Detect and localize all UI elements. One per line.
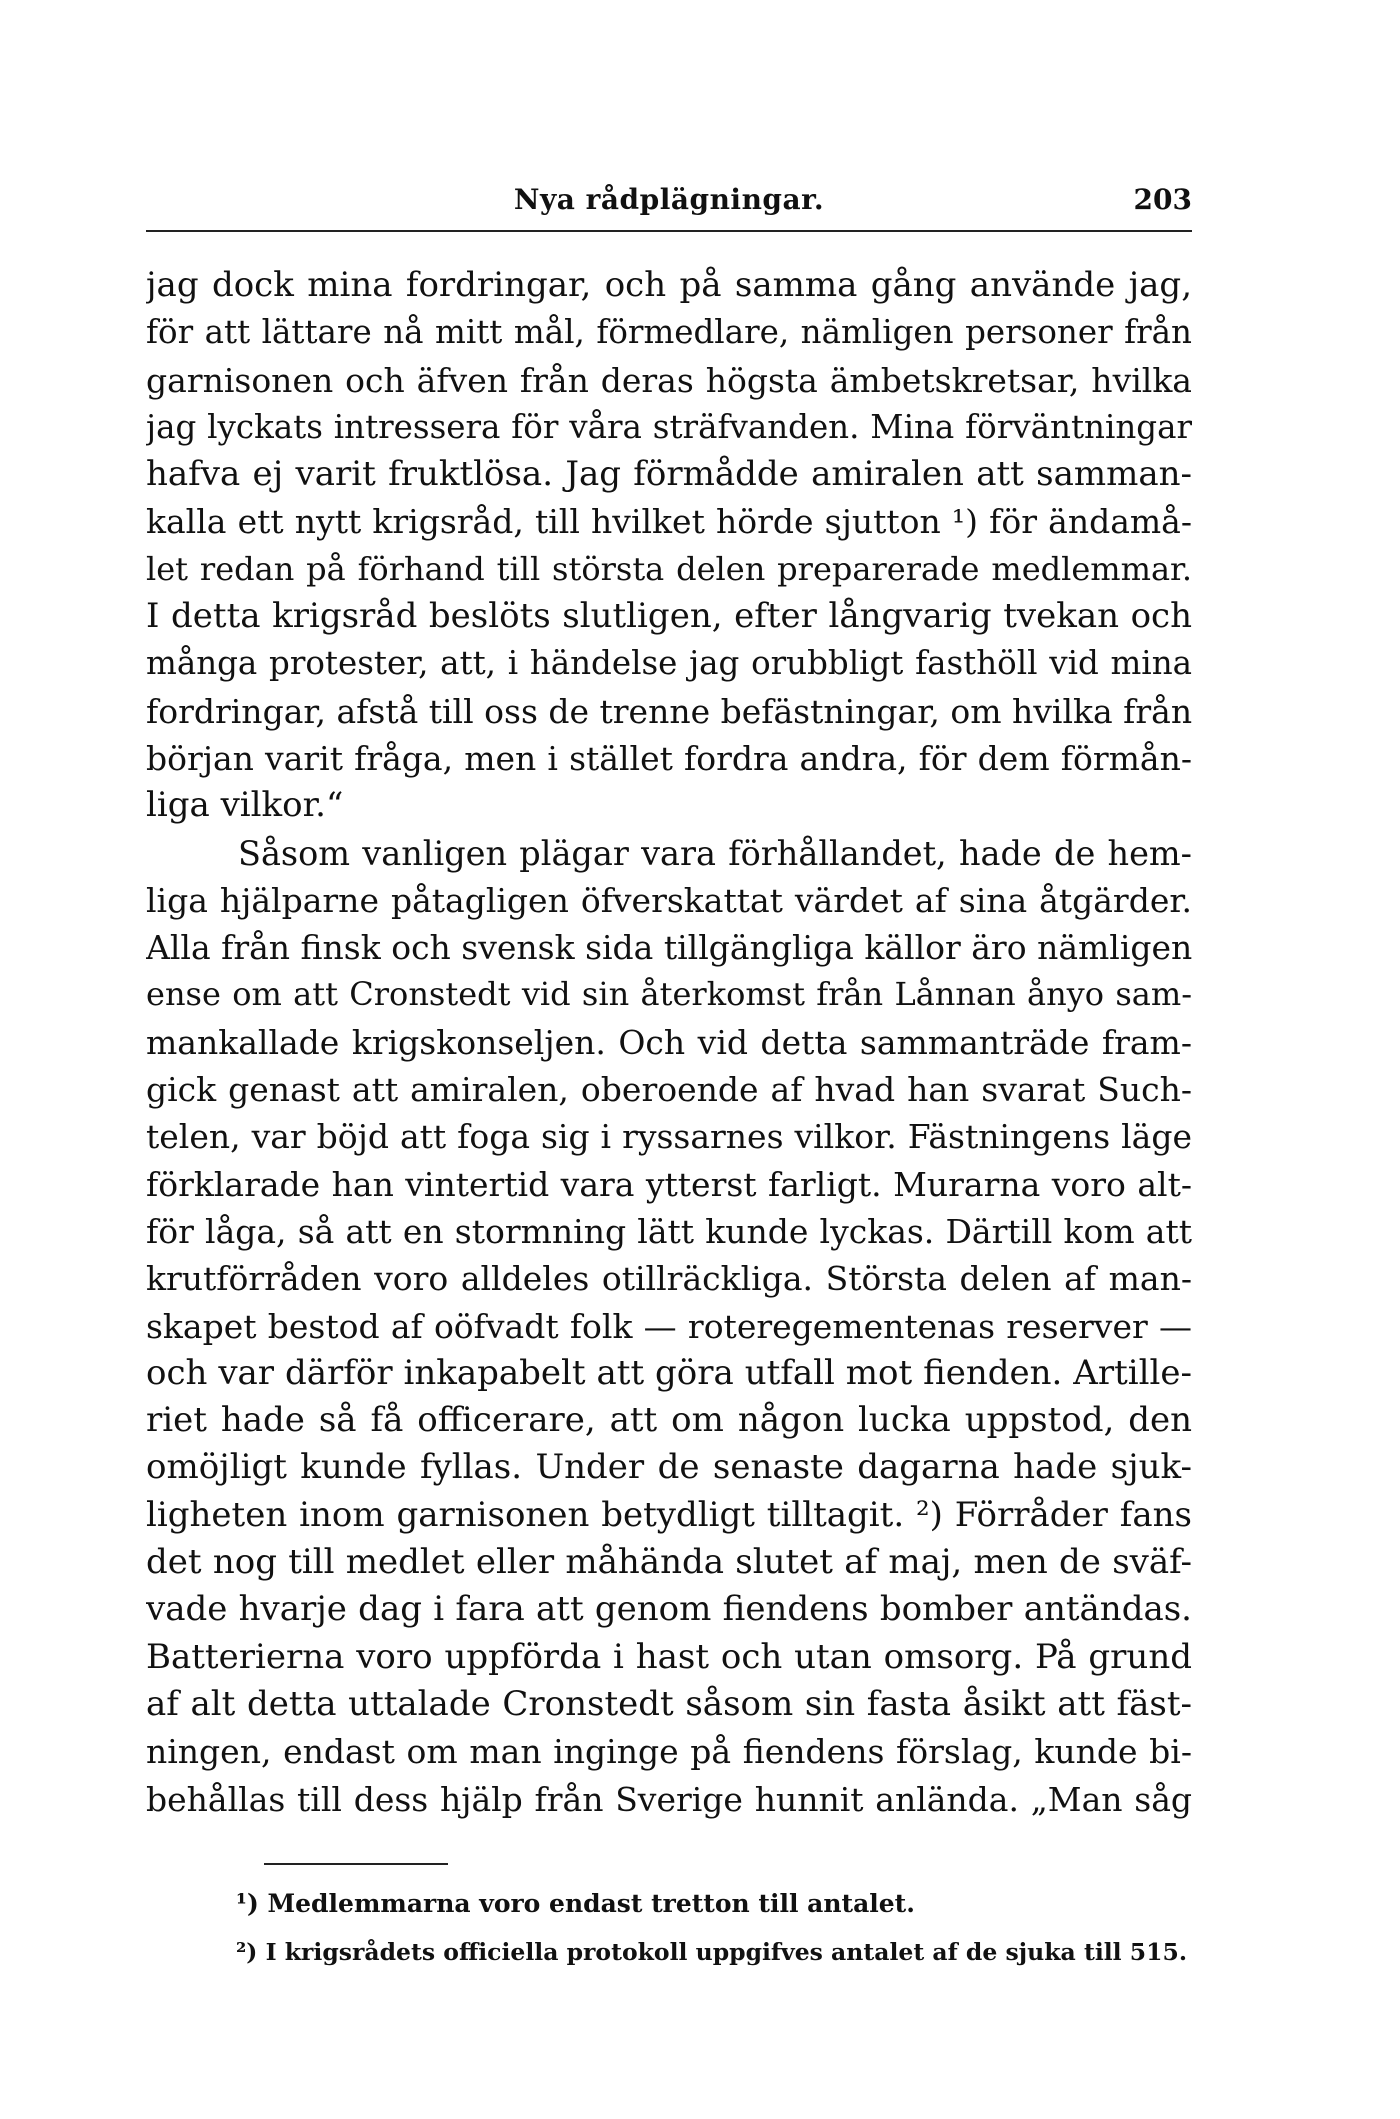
text-line: ense om att Cronstedt vid sin återkomst från Lånnan ånyo sam- (146, 975, 1192, 1014)
text-line: garnisonen och äfven från deras högsta ämbetskretsar, hvilka (146, 360, 1192, 400)
text-line: hafva ej varit fruktlösa. Jag förmådde amiralen att samman- (146, 454, 1192, 495)
text-line: Alla från finsk och svensk sida tillgängliga källor äro nämligen (146, 928, 1192, 968)
text-line: liga hjälparne påtagligen öfverskattat värdet af sina åtgärder. (146, 880, 1192, 920)
text-line: det nog till medlet eller måhända slutet af maj, men de sväf- (146, 1542, 1192, 1583)
text-line: och var därför inkapabelt att göra utfall mot fienden. Artille- (146, 1352, 1192, 1393)
footnotes (236, 1880, 1192, 1976)
running-header (146, 183, 1192, 223)
text-line: behållas till dess hjälp från Sverige hunnit anlända. „Man såg (146, 1779, 1192, 1819)
text-line: I detta krigsråd beslöts slutligen, efter långvarig tvekan och (146, 596, 1192, 637)
text-line: liga vilkor.“ (146, 785, 344, 826)
footnote-1: ¹) Medlemmarna voro endast tretton till antalet. (236, 1889, 915, 1918)
text-line: ligheten inom garnisonen betydligt tilltagit. ²) Förråder fans (146, 1494, 1192, 1535)
text-line: af alt detta uttalade Cronstedt såsom sin fasta åsikt att fäst- (146, 1683, 1192, 1724)
header-rule (146, 230, 1192, 232)
text-line: kalla ett nytt krigsråd, till hvilket hörde sjutton ¹) för ändamå- (146, 502, 1192, 542)
text-line: för att lättare nå mitt mål, förmedlare, nämligen personer från (146, 313, 1192, 352)
text-line: krutförråden voro alldeles otillräckliga. Största delen af man- (146, 1259, 1192, 1299)
text-line: vade hvarje dag i fara att genom fiendens bomber antändas. (146, 1589, 1192, 1630)
text-line: för låga, så att en stormning lätt kunde lyckas. Därtill kom att (146, 1211, 1192, 1251)
running-title: Nya rådplägningar. (513, 183, 825, 216)
text-line: fordringar, afstå till oss de trenne befästningar, om hvilka från (146, 691, 1192, 731)
text-line: telen, var böjd att foga sig i ryssarnes vilkor. Fästningens läge (146, 1117, 1192, 1157)
page-number: 203 (1133, 183, 1192, 216)
text-line: omöjligt kunde fyllas. Under de senaste dagarna hade sjuk- (146, 1447, 1192, 1488)
text-line-paragraph-start: Såsom vanligen plägar vara förhållandet, hade de hem- (238, 833, 1192, 873)
text-line: ningen, endast om man inginge på fiendens förslag, kunde bi- (146, 1732, 1192, 1772)
text-line: mankallade krigskonseljen. Och vid detta sammanträde fram- (146, 1022, 1192, 1062)
text-line: början varit fråga, men i stället fordra andra, för dem förmån- (146, 738, 1192, 778)
text-line: jag dock mina fordringar, och på samma gång använde jag, (146, 265, 1192, 305)
text-line: let redan på förhand till största delen preparerade medlemmar. (146, 549, 1192, 588)
text-line: skapet bestod af oöfvadt folk — roteregementenas reserver — (146, 1306, 1192, 1346)
text-line: förklarade han vintertid vara ytterst farligt. Murarna voro alt- (146, 1164, 1192, 1204)
footnote-rule (264, 1863, 448, 1865)
body-text (146, 262, 1192, 1823)
text-line: Batterierna voro uppförda i hast och utan omsorg. På grund (146, 1636, 1192, 1677)
text-line: gick genast att amiralen, oberoende af hvad han svarat Such- (146, 1070, 1192, 1110)
text-line: många protester, att, i händelse jag orubbligt fasthöll vid mina (146, 644, 1192, 683)
text-line: jag lyckats intressera för våra sträfvanden. Mina förväntningar (146, 407, 1192, 446)
text-line: riet hade så få officerare, att om någon lucka uppstod, den (146, 1400, 1192, 1441)
footnote-2: ²) I krigsrådets officiella protokoll uppgifves antalet af de sjuka till 515. (236, 1938, 1188, 1966)
